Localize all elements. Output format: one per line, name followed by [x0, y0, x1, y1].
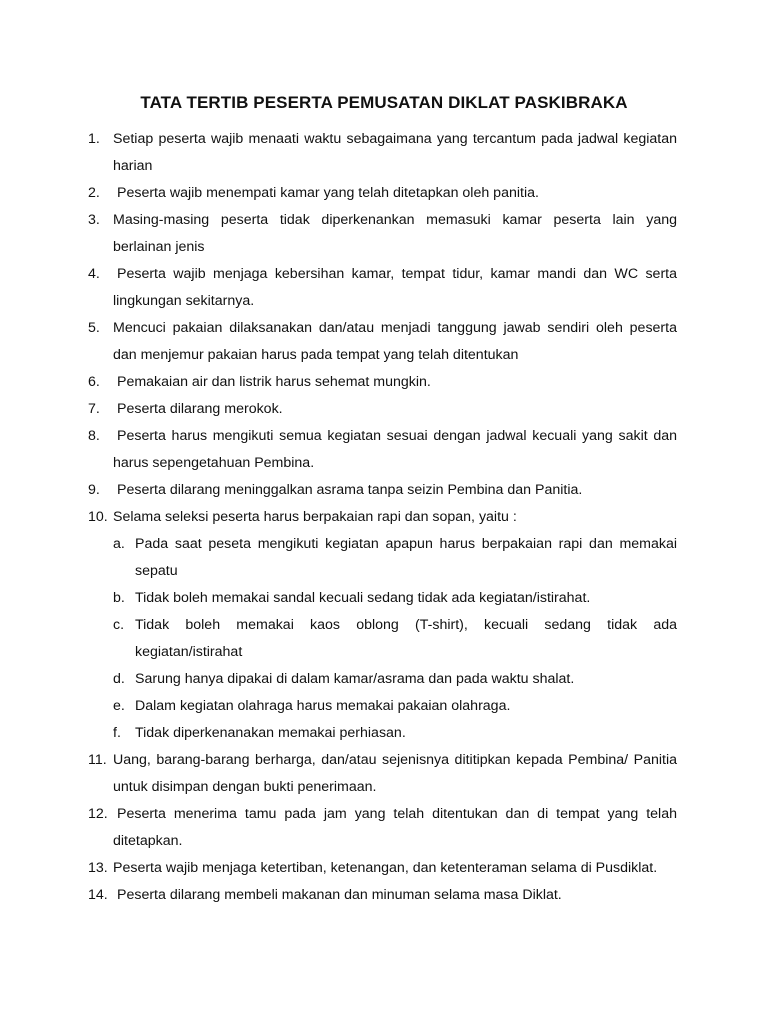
sub-rule-text: Tidak diperkenanakan memakai perhiasan. — [135, 725, 406, 741]
rule-item — [88, 882, 677, 909]
rule-item — [88, 369, 677, 396]
rule-item — [88, 504, 677, 747]
rule-number: 14. — [88, 887, 108, 903]
sub-rule-item — [113, 720, 677, 747]
rule-number: 2. — [88, 185, 100, 201]
rule-item — [88, 801, 677, 855]
rule-text: Uang, barang-barang berharga, dan/atau sejenisnya dititipkan kepada Pembina/ Panitia untuk disimpan dengan bukti penerimaan. — [113, 752, 677, 795]
rule-number: 7. — [88, 401, 100, 417]
sub-rule-text: Sarung hanya dipakai di dalam kamar/asrama dan pada waktu shalat. — [135, 671, 575, 687]
sub-rule-item — [113, 666, 677, 693]
rule-item — [88, 180, 677, 207]
rules-list — [88, 126, 677, 909]
sub-rule-item — [113, 531, 677, 585]
sub-rule-letter: a. — [113, 536, 125, 552]
rule-number: 9. — [88, 482, 100, 498]
rule-item — [88, 315, 677, 369]
rule-number: 12. — [88, 806, 108, 822]
rule-item — [88, 423, 677, 477]
sub-rule-letter: e. — [113, 698, 125, 714]
rule-10-sub-list — [113, 531, 677, 747]
rule-number: 10. — [88, 509, 108, 525]
rule-text: Peserta wajib menjaga ketertiban, ketenangan, dan ketenteraman selama di Pusdiklat. — [113, 860, 658, 876]
rule-text: Peserta dilarang membeli makanan dan minuman selama masa Diklat. — [117, 887, 562, 903]
rule-number: 6. — [88, 374, 100, 390]
rule-number: 13. — [88, 860, 108, 876]
rule-number: 4. — [88, 266, 100, 282]
rule-item — [88, 855, 677, 882]
sub-rule-text: Dalam kegiatan olahraga harus memakai pakaian olahraga. — [135, 698, 511, 714]
rule-number: 5. — [88, 320, 100, 336]
rule-item — [88, 747, 677, 801]
rule-text: Peserta dilarang meninggalkan asrama tanpa seizin Pembina dan Panitia. — [117, 482, 583, 498]
sub-rule-text: Tidak boleh memakai sandal kecuali sedang tidak ada kegiatan/istirahat. — [135, 590, 591, 606]
rule-text: Masing-masing peserta tidak diperkenankan memasuki kamar peserta lain yang berlainan jenis — [113, 212, 677, 255]
sub-rule-text: Pada saat peseta mengikuti kegiatan apapun harus berpakaian rapi dan memakai sepatu — [135, 536, 677, 579]
rule-item — [88, 207, 677, 261]
rule-number: 11. — [88, 752, 107, 768]
sub-rule-letter: b. — [113, 590, 125, 606]
rule-text: Pemakaian air dan listrik harus sehemat mungkin. — [117, 374, 431, 390]
rule-text: Peserta wajib menempati kamar yang telah ditetapkan oleh panitia. — [117, 185, 539, 201]
sub-rule-letter: c. — [113, 617, 125, 633]
rule-item — [88, 477, 677, 504]
rule-number: 1. — [88, 131, 100, 147]
sub-rule-item — [113, 585, 677, 612]
rule-text: Peserta menerima tamu pada jam yang telah ditentukan dan di tempat yang telah ditetapkan. — [113, 806, 677, 849]
rule-item — [88, 126, 677, 180]
sub-rule-item — [113, 612, 677, 666]
rule-text: Setiap peserta wajib menaati waktu sebagaimana yang tercantum pada jadwal kegiatan harian — [113, 131, 677, 174]
rule-item — [88, 396, 677, 423]
rule-text: Peserta wajib menjaga kebersihan kamar, tempat tidur, kamar mandi dan WC serta lingkungan sekitarnya. — [113, 266, 677, 309]
rule-text: Peserta harus mengikuti semua kegiatan sesuai dengan jadwal kecuali yang sakit dan harus sepengetahuan Pembina. — [113, 428, 677, 471]
sub-rule-letter: d. — [113, 671, 125, 687]
rule-item — [88, 261, 677, 315]
sub-rule-letter: f. — [113, 725, 121, 741]
rule-text: Selama seleksi peserta harus berpakaian rapi dan sopan, yaitu : — [113, 509, 517, 525]
sub-rule-item — [113, 693, 677, 720]
rule-text: Peserta dilarang merokok. — [117, 401, 283, 417]
rule-number: 8. — [88, 428, 100, 444]
rule-number: 3. — [88, 212, 100, 228]
document-title: TATA TERTIB PESERTA PEMUSATAN DIKLAT PASKIBRAKA — [140, 93, 628, 112]
rule-text: Mencuci pakaian dilaksanakan dan/atau menjadi tanggung jawab sendiri oleh peserta dan menjemur pakaian harus pada tempat yang telah ditentukan — [113, 320, 677, 363]
sub-rule-text: Tidak boleh memakai kaos oblong (T-shirt), kecuali sedang tidak ada kegiatan/istirahat — [135, 617, 677, 660]
